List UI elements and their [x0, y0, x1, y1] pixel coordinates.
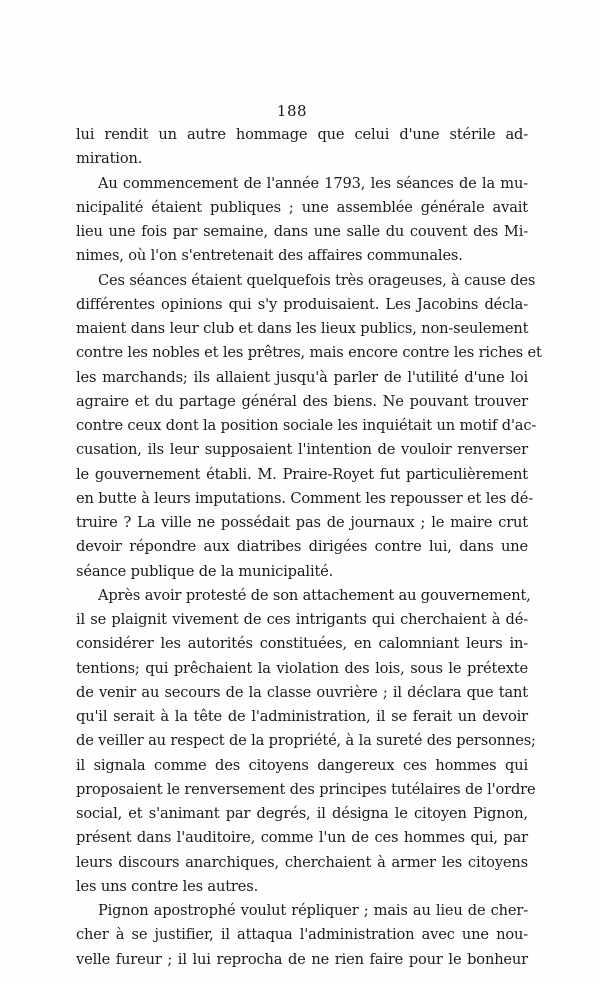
text-line: de venir au secours de la classe ouvrière ; il déclara que tant — [76, 683, 528, 701]
paragraph-first-line: Au commencement de l'année 1793, les séances de la mu- — [98, 174, 528, 192]
text-line: qu'il serait à la tête de l'administration, il se ferait un devoir — [76, 708, 528, 725]
text-line: les uns contre les autres. — [76, 877, 259, 895]
text-line: de veiller au respect de la propriété, à la sureté des personnes; — [76, 732, 536, 750]
text-line: cusation, ils leur supposaient l'intention de vouloir renverser — [76, 441, 528, 459]
text-line: velle fureur ; il lui reprocha de ne rien faire pour le bonheur — [76, 950, 528, 968]
page-number: 188 — [276, 102, 308, 120]
text-line: truire ? La ville ne possédait pas de journaux ; le maire crut — [76, 514, 528, 531]
text-line: différentes opinions qui s'y produisaient. Les Jacobins décla- — [76, 295, 528, 313]
text-line: devoir répondre aux diatribes dirigées contre lui, dans une — [76, 538, 528, 556]
text-line: le gouvernement établi. M. Praire-Royet fut particulièrement — [76, 465, 528, 483]
paragraph-first-line: Après avoir protesté de son attachement au gouvernement, — [98, 586, 531, 604]
paragraph-first-line: Pignon apostrophé voulut répliquer ; mais au lieu de cher- — [98, 902, 528, 919]
text-line: cher à se justifier, il attaqua l'administration avec une nou- — [76, 926, 528, 944]
text-line: considérer les autorités constituées, en calomniant leurs in- — [76, 635, 528, 653]
text-line: proposaient le renversement des principes tutélaires de l'ordre — [76, 780, 536, 798]
text-line: les marchands; ils allaient jusqu'à parler de l'utilité d'une loi — [76, 368, 528, 386]
text-line: en butte à leurs imputations. Comment les repousser et les dé- — [76, 489, 534, 507]
text-line: nicipalité étaient publiques ; une assemblée générale avait — [76, 198, 528, 216]
body-text — [76, 123, 542, 972]
text-line: social, et s'animant par degrés, il désigna le citoyen Pignon, — [76, 805, 528, 822]
text-line: lieu une fois par semaine, dans une salle du couvent des Mi- — [76, 223, 528, 240]
text-line: contre ceux dont la position sociale les inquiétait un motif d'ac- — [76, 417, 537, 434]
text-line: miration. — [76, 150, 143, 168]
text-line: il se plaignit vivement de ces intrigants qui cherchaient à dé- — [76, 611, 528, 628]
text-line: il signala comme des citoyens dangereux ces hommes qui — [76, 756, 528, 774]
paragraph-first-line: Ces séances étaient quelquefois très orageuses, à cause des — [98, 271, 536, 289]
text-line: maient dans leur club et dans les lieux publics, non-seulement — [76, 320, 529, 337]
text-line: leurs discours anarchiques, cherchaient à armer les citoyens — [76, 853, 528, 871]
text-line: séance publique de la municipalité. — [76, 562, 334, 580]
text-line: contre les nobles et les prêtres, mais encore contre les riches et — [76, 344, 542, 362]
text-line: tentions; qui prêchaient la violation des lois, sous le prétexte — [76, 659, 528, 677]
text-line: agraire et du partage général des biens. Ne pouvant trouver — [76, 392, 528, 410]
text-line: nimes, où l'on s'entretenait des affaires communales. — [76, 247, 463, 265]
text-line: lui rendit un autre hommage que celui d'une stérile ad- — [76, 126, 528, 143]
text-line: présent dans l'auditoire, comme l'un de ces hommes qui, par — [76, 829, 528, 847]
